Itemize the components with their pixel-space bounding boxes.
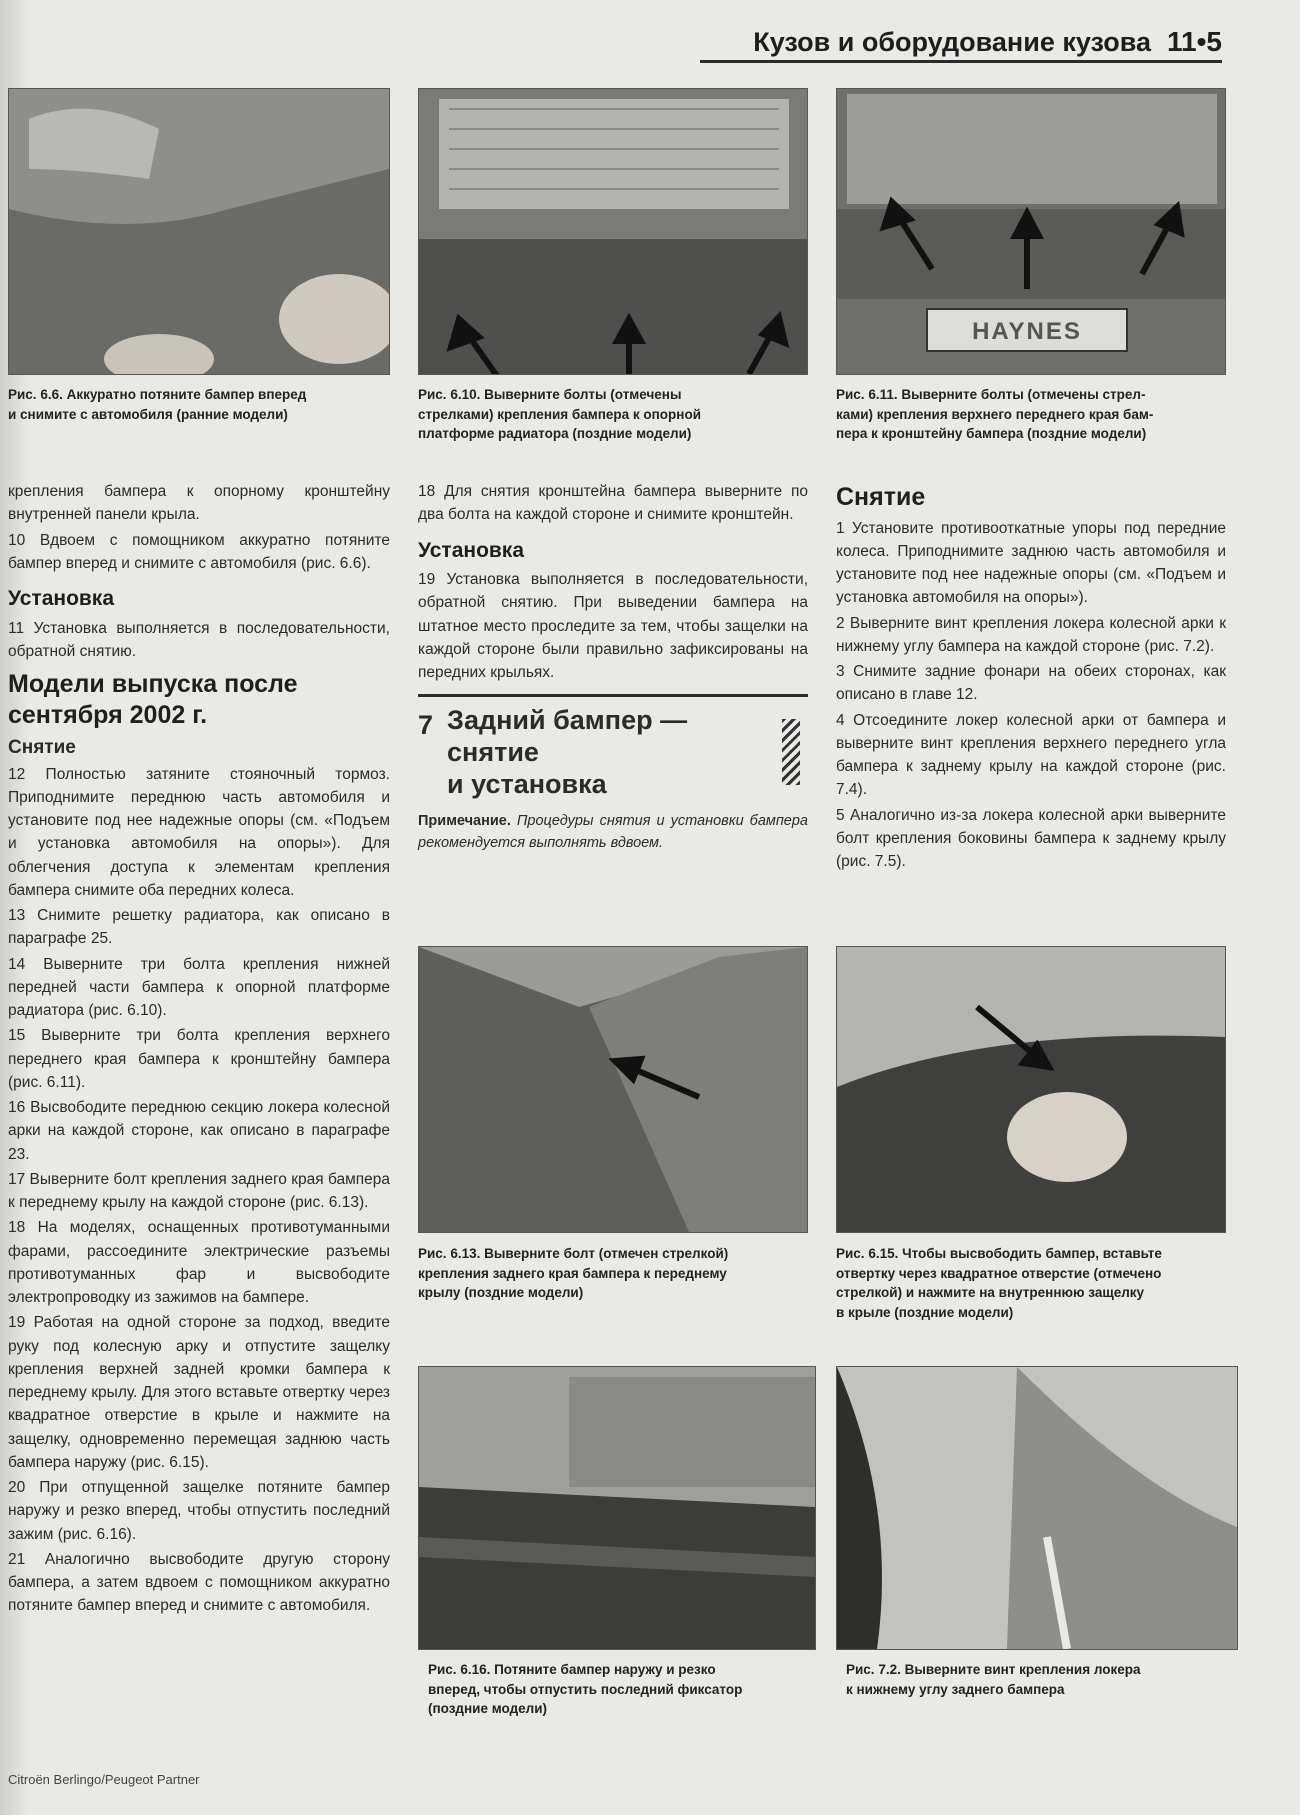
section-decor-stripes [782, 719, 800, 785]
col1-paragraph: 14 Выверните три болта крепления нижней передней части бампера к опорной платформе радиатора (рис. 6.10). [8, 955, 390, 1019]
figure-6-6-caption: Рис. 6.6. Аккуратно потяните бампер вперед и снимите с автомобиля (ранние модели) [8, 387, 307, 422]
section-number: 7 [418, 710, 434, 741]
figure-6-6-photo [8, 88, 390, 375]
col1-paragraph: 18 На моделях, оснащенных противотуманными фарами, рассоедините электрические разъемы противотуманных фар и высвободите электропроводку из зажимов на бампере. [8, 1219, 390, 1306]
col1-heading-install: Установка [8, 587, 114, 610]
col3-heading-removal: Снятие [836, 483, 926, 511]
note-label: Примечание. [418, 812, 511, 829]
page-header [700, 24, 1222, 63]
figure-6-13-photo [418, 946, 808, 1233]
figure-6-11-photo [836, 88, 1226, 375]
col2-heading-install: Установка [418, 538, 524, 562]
note-text: Процедуры снятия и установки бампера рекомендуется выполнять вдвоем. [418, 812, 808, 851]
figure-6-16-photo [418, 1366, 816, 1650]
col1-paragraph: 20 При отпущенной защелке потяните бампер наружу и резко вперед, чтобы отпустить последний зажим (рис. 6.16). [8, 1479, 390, 1543]
col1-heading-models: Модели выпуска после сентября 2002 г. [8, 670, 298, 729]
col1-paragraph: 19 Работая на одной стороне за подход, введите руку под колесную арку и отпустите защелку крепления верхней задней кромки бампера к переднему крылу. Для этого вставьте отвертку через квадратное отверстие в крыле и нажмите на защелку, одновременно перемещая заднюю часть бампера наружу (рис. 6.15). [8, 1314, 390, 1471]
figure-7-2-photo [836, 1366, 1238, 1650]
haynes-plate-text: HAYNES [972, 318, 1082, 345]
col3-paragraph: 4 Отсоедините локер колесной арки от бампера и выверните винт крепления верхнего переднего угла бампера к заднему крылу на каждой стороне (рис. 7.4). [836, 711, 1226, 799]
text-column-2 [418, 480, 808, 856]
col1-paragraph: 12 Полностью затяните стояночный тормоз. Приподнимите переднюю часть автомобиля и установите под нее надежные опоры (см. «Подъем и установка автомобиля на опоры»). Для облегчения доступа к элементам крепления бампера снимите оба передних колеса. [8, 765, 390, 899]
col2-paragraph: 18 Для снятия кронштейна бампера выверните по два болта на каждой стороне и снимите кронштейн. [418, 483, 808, 524]
col1-paragraph: 13 Снимите решетку радиатора, как описано в параграфе 25. [8, 907, 390, 948]
col2-paragraph: 19 Установка выполняется в последовательности, обратной снятию. При выведении бампера на штатное место проследите за тем, чтобы защелки на каждой стороне были правильно зафиксированы на передних крыльях. [418, 571, 808, 681]
note [418, 811, 808, 855]
figure-6-10-caption: Рис. 6.10. Выверните болты (отмечены стрелками) крепления бампера к опорной платформе радиатора (поздние модели) [418, 387, 701, 442]
page-number: 11•5 [1167, 26, 1222, 57]
figure-6-15-photo [836, 946, 1226, 1233]
col1-paragraph: 15 Выверните три болта крепления верхнего переднего края бампера к кронштейну бампера (рис. 6.11). [8, 1027, 390, 1091]
col3-paragraph: 1 Установите противооткатные упоры под передние колеса. Приподнимите заднюю часть автомобиля и установите под нее надежные опоры (см. «Подъем и установка автомобиля на опоры»). [836, 519, 1226, 607]
col1-paragraph: крепления бампера к опорному кронштейну внутренней панели крыла. [8, 483, 390, 524]
figure-7-2-caption: Рис. 7.2. Выверните винт крепления локера к нижнему углу заднего бампера [846, 1662, 1141, 1697]
figure-6-13-caption: Рис. 6.13. Выверните болт (отмечен стрелкой) крепления заднего края бампера к переднему крылу (поздние модели) [418, 1246, 729, 1301]
figure-6-16-caption: Рис. 6.16. Потяните бампер наружу и резко вперед, чтобы отпустить последний фиксатор (поздние модели) [428, 1662, 743, 1717]
page-footer: Citroën Berlingo/Peugeot Partner [8, 1772, 200, 1787]
chapter-title: Кузов и оборудование кузова [753, 26, 1152, 57]
col1-paragraph: 10 Вдвоем с помощником аккуратно потяните бампер вперед и снимите с автомобиля (рис. 6.6). [8, 531, 390, 572]
col1-paragraph: 11 Установка выполняется в последовательности, обратной снятию. [8, 619, 390, 660]
figure-6-15-caption: Рис. 6.15. Чтобы высвободить бампер, вставьте отвертку через квадратное отверстие (отмечено стрелкой) и нажмите на внутреннюю защелку в крыле (поздние модели) [836, 1246, 1162, 1320]
col3-paragraph: 3 Снимите задние фонари на обеих сторонах, как описано в главе 12. [836, 663, 1226, 704]
text-column-3 [836, 476, 1226, 875]
col1-paragraph: 17 Выверните болт крепления заднего края бампера к переднему крылу на каждой стороне (рис. 6.13). [8, 1170, 390, 1211]
col1-paragraph: 21 Аналогично высвободите другую сторону бампера, а затем вдвоем с помощником аккуратно потяните бампер вперед и снимите с автомобиля. [8, 1550, 390, 1615]
col1-paragraph: 16 Высвободите переднюю секцию локера колесной арки на каждой стороне, как описано в параграфе 23. [8, 1099, 390, 1163]
text-column-1 [8, 480, 390, 1620]
col3-paragraph: 5 Аналогично из-за локера колесной арки выверните болт крепления боковины бампера к заднему крылу (рис. 7.5). [836, 806, 1226, 870]
section-7-heading [418, 694, 808, 801]
section-title: Задний бампер — снятие и установка [447, 705, 688, 799]
col1-heading-removal: Снятие [8, 737, 76, 758]
figure-6-11-caption: Рис. 6.11. Выверните болты (отмечены стрел- ками) крепления верхнего переднего края бам- пера к кронштейну бампера (поздние модели) [836, 387, 1154, 442]
col3-paragraph: 2 Выверните винт крепления локера колесной арки к нижнему углу бампера на каждой стороне (рис. 7.2). [836, 614, 1226, 655]
figure-6-10-photo [418, 88, 808, 375]
